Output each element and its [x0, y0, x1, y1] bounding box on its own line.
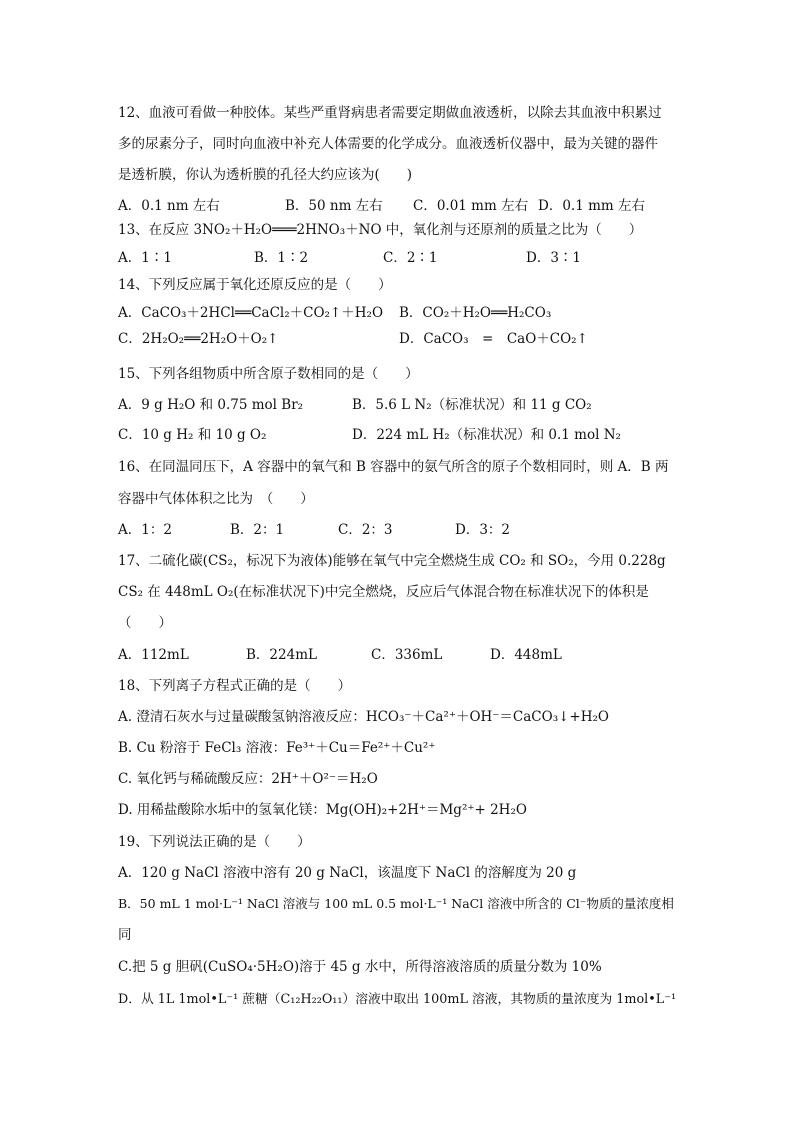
- q16-stem-line1: 16、在同温同压下，A 容器中的氧气和 B 容器中的氨气所含的原子个数相同时，则 A．B 两: [118, 459, 669, 475]
- q19-option-d: D．从 1L 1mol•L⁻¹ 蔗糖（C₁₂H₂₂O₁₁）溶液中取出 100mL 溶液，其物质的量浓度为 1mol•L⁻¹: [118, 992, 677, 1007]
- q17-stem-line3: （ ）: [118, 615, 172, 631]
- q16-option-a: A．1：2: [118, 522, 172, 538]
- q16-option-b: B．2：1: [230, 522, 285, 538]
- q12-option-a: A．0.1 nm 左右: [118, 198, 220, 214]
- q14-option-d: D．CaCO₃ = CaO＋CO₂↑: [399, 331, 588, 347]
- q12-stem-line2: 多的尿素分子，同时向血液中补充人体需要的化学成分。血液透析仪器中，最为关键的器件: [118, 136, 658, 152]
- q18-option-a: A. 澄清石灰水与过量碳酸氢钠溶液反应：HCO₃⁻＋Ca²⁺＋OH⁻＝CaCO₃↓+H₂O: [118, 709, 609, 725]
- q12-stem-line3: 是透析膜，你认为透析膜的孔径大约应该为( ): [118, 167, 413, 183]
- q19-stem: 19、下列说法正确的是（ ）: [118, 834, 311, 850]
- q13-option-c: C．2∶1: [383, 250, 438, 266]
- q16-stem-line2: 容器中气体体积之比为 （ ）: [118, 491, 314, 507]
- q18-stem: 18、下列离子方程式正确的是（ ）: [118, 678, 352, 694]
- q13-option-a: A．1∶1: [118, 250, 172, 266]
- q17-option-d: D．448mL: [490, 647, 562, 663]
- q14-stem: 14、下列反应属于氧化还原反应的是（ ）: [118, 277, 392, 293]
- q15-option-c: C．10 g H₂ 和 10 g O₂: [118, 427, 267, 443]
- q18-option-c: C. 氧化钙与稀硫酸反应：2H⁺＋O²⁻＝H₂O: [118, 771, 378, 787]
- q15-option-a: A．9 g H₂O 和 0.75 mol Br₂: [118, 397, 304, 413]
- q16-option-c: C．2：3: [338, 522, 393, 538]
- q13-stem: 13、在反应 3NO₂＋H₂O═══2HNO₃＋NO 中，氧化剂与还原剂的质量之比为（ ）: [118, 222, 643, 238]
- q14-option-c: C．2H₂O₂══2H₂O＋O₂↑: [118, 331, 279, 347]
- q15-option-b: B．5.6 L N₂（标准状况）和 11 g CO₂: [352, 397, 592, 413]
- q12-option-d: D．0.1 mm 左右: [538, 198, 645, 214]
- q19-option-c: C.把 5 g 胆矾(CuSO₄·5H₂O)溶于 45 g 水中，所得溶液溶质的质量分数为 10%: [118, 959, 602, 975]
- q19-option-b-line1: B．50 mL 1 mol·L⁻¹ NaCl 溶液与 100 mL 0.5 mol·L⁻¹ NaCl 溶液中所含的 Cl⁻物质的量浓度相: [118, 896, 674, 911]
- q17-option-a: A．112mL: [118, 647, 189, 663]
- q14-option-b: B．CO₂＋H₂O══H₂CO₃: [399, 305, 552, 321]
- q12-option-c: C．0.01 mm 左右: [413, 198, 529, 214]
- q18-option-d: D. 用稀盐酸除水垢中的氢氧化镁：Mg(OH)₂+2H⁺＝Mg²⁺+ 2H₂O: [118, 802, 527, 818]
- q19-option-b-line2: 同: [118, 927, 132, 943]
- q13-option-b: B．1∶2: [254, 250, 309, 266]
- q19-option-a: A．120 g NaCl 溶液中溶有 20 g NaCl，该温度下 NaCl 的溶解度为 20 g: [118, 865, 577, 881]
- q12-option-b: B．50 nm 左右: [285, 198, 383, 214]
- q17-stem-line1: 17、二硫化碳(CS₂，标况下为液体)能够在氧气中完全燃烧生成 CO₂ 和 SO₂，今用 0.228g: [118, 553, 666, 569]
- q17-option-c: C．336mL: [371, 647, 443, 663]
- q18-option-b: B. Cu 粉溶于 FeCl₃ 溶液：Fe³⁺＋Cu＝Fe²⁺＋Cu²⁺: [118, 740, 436, 756]
- q17-option-b: B．224mL: [246, 647, 317, 663]
- q16-option-d: D．3：2: [455, 522, 511, 538]
- q17-stem-line2: CS₂ 在 448mL O₂(在标准状况下)中完全燃烧，反应后气体混合物在标准状况下的体积是: [118, 584, 649, 600]
- q15-option-d: D．224 mL H₂（标准状况）和 0.1 mol N₂: [352, 427, 621, 443]
- q13-option-d: D．3∶1: [526, 250, 582, 266]
- q15-stem: 15、下列各组物质中所含原子数相同的是（ ）: [118, 366, 419, 382]
- q14-option-a: A．CaCO₃＋2HCl══CaCl₂＋CO₂↑＋H₂O: [118, 305, 384, 321]
- q12-stem-line1: 12、血液可看做一种胶体。某些严重肾病患者需要定期做血液透析，以除去其血液中积累过: [118, 105, 662, 121]
